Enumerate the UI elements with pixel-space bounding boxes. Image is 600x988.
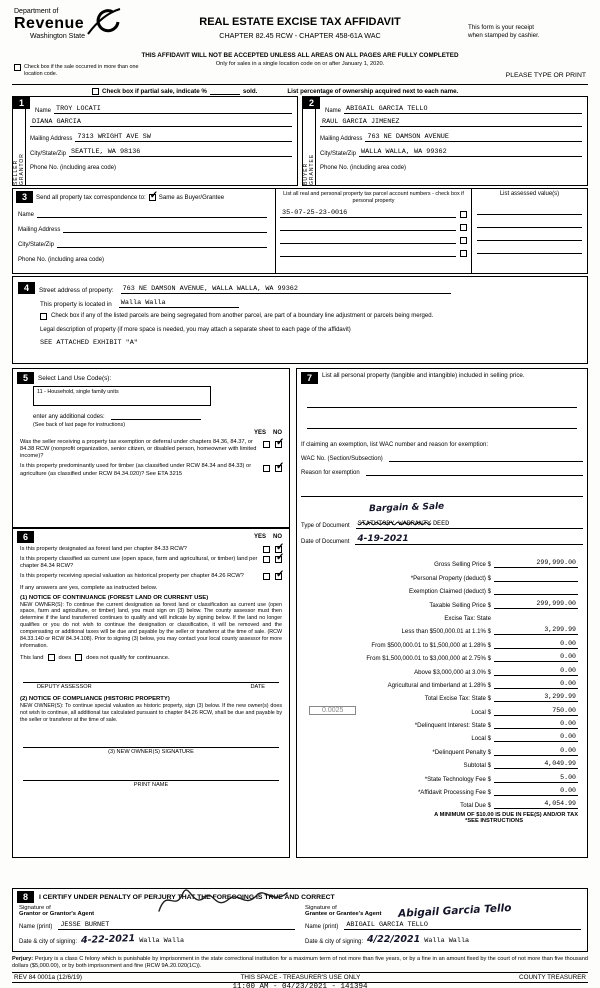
print-name-line[interactable] [23, 771, 279, 781]
multi-location-row [14, 64, 154, 78]
washington-state-label: Washington State [30, 33, 85, 40]
s5-yes-label: YES [253, 430, 266, 436]
seller-section [12, 96, 298, 186]
grantor-name-print-label: Name (print) [19, 924, 53, 930]
notice2-body: NEW OWNER(S): To continue special valuation as historic property, sign (3) below. If the new owner(s) does not wish to continue, all additional tax calculated pursuant to chapter 84.26 RCW, shall be due and payable by the seller or transferor at the time of sale. [20, 703, 282, 723]
street-address-label: Street address of property: [39, 287, 114, 294]
cashier-stamp: 11:00 AM - 04/23/2021 - 141394 [232, 983, 368, 988]
grantee-date-city-label: Date & city of signing: [305, 939, 364, 945]
tax-label-local: Local $ [471, 708, 491, 716]
tax-value-taxable[interactable]: 299,999.00 [494, 600, 578, 609]
type-document-struck-value: STATUTORY WARRANTY [357, 520, 432, 528]
s6-q2-no-checkbox[interactable] [275, 556, 282, 563]
does-not-label: does not qualify for continuance. [86, 654, 170, 661]
s5-question2-row [20, 463, 282, 477]
segregated-label: Check box if any of the listed parcels are being segregated from another parcel, are part of a boundary line adjustment or parcels being merged. [51, 313, 434, 319]
assessed1-field[interactable] [477, 206, 582, 215]
tax-label-total-state: Total Excise Tax: State $ [424, 695, 491, 703]
buyer-csz-value: WALLA WALLA, WA 99362 [361, 148, 447, 156]
corr-name-label: Name [18, 212, 35, 218]
tax-value-exemption[interactable] [494, 586, 578, 595]
notice1-title: (1) NOTICE OF CONTINUANCE (FOREST LAND OR CURRENT USE) [20, 594, 209, 601]
parcel4-personal-checkbox[interactable] [460, 250, 467, 257]
tax-row-tier4 [301, 662, 583, 675]
tax-row-exemption [301, 582, 583, 595]
s5-question1-text: Was the seller receiving a property tax exemption or deferral under chapters 84.36, 84.37, or 84.38 RCW (nonprofit organization, senior citizen, or disabled person, homeowner with limited income)? [20, 439, 257, 460]
tax-row-gross [301, 555, 583, 568]
tax-row-delinq-penalty [301, 742, 583, 755]
tax-label-excise-header: Excise Tax: State [444, 614, 491, 622]
grantee-agent-label: Grantee or Grantee's Agent [305, 911, 382, 917]
tax-value-agricultural[interactable]: 0.00 [494, 680, 578, 689]
receipt-note-line2: when stamped by cashier. [468, 32, 540, 40]
dept-of-label: Department of [14, 8, 59, 15]
personal-property-line2[interactable] [307, 419, 577, 429]
seller-csz-value: SEATTLE, WA 98136 [71, 148, 141, 156]
section-5-number: 5 [17, 372, 34, 384]
s5-yes-no-header [17, 430, 282, 436]
tax-value-gross[interactable]: 299,999.00 [494, 559, 578, 568]
seller-name2-value: DIANA GARCIA [32, 118, 81, 126]
reason-exemption-field[interactable] [366, 467, 583, 476]
located-in-value: Walla Walla [120, 299, 166, 307]
legal-description-field[interactable] [40, 339, 582, 347]
deputy-assessor-label: DEPUTY ASSESSOR [37, 684, 92, 691]
additional-codes-label: enter any additional codes: [33, 414, 105, 420]
tax-value-subtotal[interactable]: 4,049.99 [494, 760, 578, 769]
grantor-name-print-value: JESSE BURNET [60, 921, 110, 929]
excise-tax-table [301, 555, 583, 809]
notice1-body: NEW OWNER(S): To continue the current designation as forest land or classification as current use (open space, farm and agriculture, or timber) land, you must sign on (3) below. The county assessor must then determine if the land transferred continues to qualify and will indicate by signing below. If the land no longer qualifies or you do not wish to continue the designation or classification, it will be removed and the compensating or additional taxes will be due and payable by the seller or transferor at the time of sale. (RCW 84.33.140 or RCW 84.34.108). Prior to signing (3) below, you may contact your local county assessor for more information. [20, 601, 282, 650]
parcel1-personal-checkbox[interactable] [460, 211, 467, 218]
seller-side-word: SELLER [13, 159, 19, 185]
tax-value-local[interactable]: 750.00 [494, 707, 578, 716]
tax-row-delinq-interest-local [301, 729, 583, 742]
section-6-number: 6 [17, 531, 34, 543]
segregated-checkbox[interactable] [40, 313, 47, 320]
perjury-text: Perjury is a class C felony which is punishable by imprisonment in the state correctional institution for a maximum term of not more than five years, or by a fine in an amount fixed by the court of not more than five thousand dollars ($5,000.00), or by both imprisonment and fine (RCW 9A.20.020(1C)). [12, 956, 588, 970]
tax-label-tier1: Less than $500,000.01 at 1.1% $ [401, 628, 491, 636]
corr-mailing-label: Mailing Address [18, 227, 61, 233]
seller-grantor-side-label [13, 109, 26, 185]
buyer-phone-label: Phone No. (including area code) [320, 165, 407, 171]
corr-mailing-field[interactable] [63, 224, 267, 233]
street-address-value: 763 NE DAMSON AVENUE, WALLA WALLA, WA 99362 [122, 285, 298, 293]
seller-name2-field[interactable] [30, 118, 292, 127]
buyer-grantee-side-label [303, 109, 316, 185]
grantee-side-word: GRANTEE [309, 153, 315, 185]
tax-row-processing-fee [301, 783, 583, 796]
single-location-note: Only for sales in a single location code on or after January 1, 2020. [215, 61, 385, 67]
tax-row-subtotal [301, 756, 583, 769]
new-owner-signature-label-row [37, 749, 265, 755]
tax-row-excise-header [301, 609, 583, 622]
tax-row-taxable [301, 595, 583, 608]
multi-location-checkbox[interactable] [14, 64, 21, 71]
tax-label-personal: *Personal Property (deduct) $ [410, 574, 491, 582]
assessed4-field[interactable] [477, 245, 582, 254]
land-use-code-listbox[interactable] [33, 386, 211, 406]
grantee-signature-of-label: Signature of [305, 905, 337, 911]
page-title: REAL ESTATE EXCISE TAX AFFIDAVIT [199, 16, 401, 28]
grantor-side-word: GRANTOR [19, 153, 25, 185]
tax-label-tier2: From $500,000.01 to $1,500,000 at 1.28% $ [371, 641, 491, 649]
date-of-document-field[interactable] [355, 534, 583, 545]
section-8-number: 8 [17, 891, 34, 903]
parcel2-field[interactable] [280, 222, 456, 231]
corr-phone-field[interactable] [107, 254, 267, 263]
buyer-name-label: Name [325, 108, 342, 114]
s5-question2-text: Is this property predominantly used for timber (as classified under RCW 84.34 and 84.33) or agriculture (as classified under RCW 84.34.020)? See ETA 3215 [20, 463, 252, 477]
tax-value-processing-fee[interactable]: 0.00 [494, 787, 578, 796]
deputy-assessor-signature-line[interactable] [23, 673, 279, 683]
tax-label-delinq-interest-state: *Delinquent Interest: State $ [414, 722, 491, 730]
personal-property-title: List all personal property (tangible and intangible) included in selling price. [322, 372, 525, 379]
tax-value-delinq-interest-local[interactable]: 0.00 [494, 733, 578, 742]
tax-label-tier3: From $1,500,000.01 to $3,000,000 at 2.75% $ [366, 655, 491, 663]
perjury-paragraph [12, 956, 588, 971]
revenue-wordmark: Revenue [14, 15, 85, 32]
continuance-qualify-row [20, 654, 282, 661]
parcel3-field[interactable] [280, 235, 456, 244]
tax-value-tech-fee[interactable]: 5.00 [494, 774, 578, 783]
receipt-note-line1: This form is your receipt [468, 24, 535, 31]
section-1-number: 1 [13, 97, 30, 109]
buyer-name2-value: RAUL GARCIA JIMENEZ [322, 118, 400, 126]
answers-yes-note: If any answers are yes, complete as instructed below. [20, 584, 158, 591]
legal-description-label: Legal description of property (if more space is needed, you may attach a separate sheet to each page of the affidavit) [40, 327, 351, 333]
partial-sale-checkbox[interactable] [92, 88, 99, 95]
tax-row-agricultural [301, 676, 583, 689]
tax-value-tier3[interactable]: 0.00 [494, 653, 578, 662]
tax-label-processing-fee: *Affidavit Processing Fee $ [417, 789, 491, 797]
s5-q2-no-checkbox[interactable] [275, 465, 282, 472]
assessed2-field[interactable] [477, 219, 582, 228]
treasurer-space-label: THIS SPACE - TREASURER'S USE ONLY [240, 974, 361, 981]
tax-value-personal[interactable] [494, 573, 578, 582]
buyer-name-field[interactable] [344, 105, 582, 114]
form-rev-number: REV 84 0001a (12/6/19) [14, 974, 82, 981]
minimum-due-note: A MINIMUM OF $10.00 IS DUE IN FEE(S) AND/OR TAX [434, 812, 578, 819]
corr-phone-label: Phone No. (including area code) [18, 257, 105, 263]
new-owner-signature-line[interactable] [23, 738, 279, 748]
land-use-title: Select Land Use Code(s): [38, 374, 112, 382]
buyer-mailing-value: 763 NE DAMSON AVENUE [367, 133, 449, 141]
receipt-note [468, 24, 586, 40]
tax-label-gross: Gross Selling Price $ [434, 561, 491, 569]
grantee-city-value: Walla Walla [424, 937, 470, 945]
section-3-number: 3 [16, 191, 33, 203]
buyer-side-word: BUYER [303, 162, 309, 185]
tax-value-delinq-interest-state[interactable]: 0.00 [494, 720, 578, 729]
located-in-field[interactable] [119, 299, 239, 308]
exemption-intro: If claiming an exemption, list WAC number and reason for exemption: [301, 441, 489, 448]
personal-property-line1[interactable] [307, 398, 577, 408]
not-accepted-warning: THIS AFFIDAVIT WILL NOT BE ACCEPTED UNLESS ALL AREAS ON ALL PAGES ARE FULLY COMPLETED [141, 52, 459, 59]
partial-sale-label: Check box if partial sale, indicate % [102, 88, 207, 95]
partial-percent-field[interactable] [210, 94, 240, 95]
s6-question1-text: Is this property designated as forest land per chapter 84.33 RCW? [20, 546, 187, 552]
tax-label-total-due: Total Due $ [460, 802, 491, 810]
tax-row-total-due [301, 796, 583, 809]
s6-q3-no-checkbox[interactable] [275, 573, 282, 580]
land-use-section [12, 368, 290, 528]
assessed3-field[interactable] [477, 232, 582, 241]
buyer-name1-value: ABIGAIL GARCIA TELLO [346, 105, 428, 113]
grantee-signature-handwriting[interactable]: Abigail Garcia Tello [397, 902, 512, 920]
buyer-section [302, 96, 588, 186]
tax-value-excise-header [494, 613, 578, 622]
see-back-note: (See back of last page for instructions) [33, 422, 125, 428]
parcel1-value: 35-07-25-23-0016 [282, 208, 348, 217]
form-title-block [150, 16, 450, 40]
section-4-number: 4 [18, 282, 35, 294]
tax-row-tier3 [301, 649, 583, 662]
send-correspondence-label: Send all property tax correspondence to: [36, 193, 146, 201]
tax-value-delinq-penalty[interactable]: 0.00 [494, 747, 578, 756]
certification-section [12, 888, 588, 952]
tax-label-agricultural: Agricultural and timberland at 1.28% $ [387, 681, 491, 689]
tax-row-personal [301, 568, 583, 581]
s5-question1-row [20, 439, 282, 460]
tax-value-total-state[interactable]: 3,299.99 [494, 693, 578, 702]
s5-no-label: NO [273, 430, 282, 436]
corr-csz-label: City/State/Zip [18, 242, 55, 248]
grantor-city-value: Walla Walla [139, 937, 185, 945]
seller-mailing-field[interactable] [75, 133, 292, 142]
parcel4-field[interactable] [280, 248, 456, 257]
multi-location-label: Check box if the sale occurred in more than one location code. [24, 64, 139, 77]
parcel-numbers-header: List all real and personal property tax parcel account numbers - check box if personal property [283, 191, 464, 204]
date-of-document-label: Date of Document [301, 539, 350, 545]
seller-mailing-label: Mailing Address [30, 136, 73, 142]
reason-exemption-line2[interactable] [301, 487, 583, 497]
buyer-csz-field[interactable] [359, 148, 582, 157]
property-address-section [12, 276, 588, 364]
same-as-buyer-label: Same as Buyer/Grantee [158, 193, 225, 201]
s5-q1-no-checkbox[interactable] [275, 441, 282, 448]
land-use-code-value: 11 - Household, single family units [37, 389, 119, 395]
same-as-buyer-checkbox[interactable] [149, 194, 156, 201]
parcel2-personal-checkbox[interactable] [460, 224, 467, 231]
s5-q1-yes-checkbox[interactable] [263, 441, 270, 448]
new-owner-signature-label: (3) NEW OWNER(S) SIGNATURE [108, 748, 194, 755]
type-of-document-field[interactable] [356, 520, 583, 529]
parcel1-field[interactable] [280, 209, 456, 218]
tax-value-total-due[interactable]: 4,054.99 [494, 800, 578, 809]
corr-csz-field[interactable] [57, 239, 267, 248]
notice2-title: (2) NOTICE OF COMPLIANCE (HISTORIC PROPERTY) [20, 696, 170, 703]
section-2-number: 2 [303, 97, 320, 109]
seller-csz-label: City/State/Zip [30, 151, 67, 157]
partial-sold-label: sold. [242, 88, 258, 95]
grantor-signature-block[interactable] [19, 905, 295, 917]
assessed-values-header: List assessed value(s) [499, 191, 560, 197]
type-of-document-label: Type of Document [301, 523, 350, 529]
s6-question3-text: Is this property receiving special valuation as historical property per chapter 84.26 RCW? [20, 573, 244, 580]
grantor-date-city-label: Date & city of signing: [19, 939, 78, 945]
tax-label-tier4: Above $3,000,000 at 3.0% $ [414, 668, 491, 676]
tax-label-exemption: Exemption Claimed (deduct) $ [409, 588, 491, 596]
does-label: does [58, 654, 72, 661]
grantor-name-print-field[interactable] [58, 921, 295, 930]
grantee-name-print-field[interactable] [344, 921, 581, 930]
grantor-signature-of-label: Signature of [19, 905, 51, 911]
grantor-agent-label: Grantor or Grantor's Agent [19, 911, 95, 917]
located-in-label: This property is located in [40, 301, 112, 308]
buyer-mailing-field[interactable] [365, 133, 582, 142]
deputy-date-label: DATE [250, 684, 265, 691]
additional-codes-field[interactable] [111, 411, 201, 420]
grantor-date-value[interactable]: 4-22-2021 [80, 933, 136, 946]
tax-value-tier4[interactable]: 0.00 [494, 667, 578, 676]
wac-field[interactable] [389, 453, 583, 462]
s6-yes-no-header [254, 534, 282, 540]
this-land-label: This land [20, 654, 44, 661]
buyer-name2-field[interactable] [320, 118, 582, 127]
seller-phone-field[interactable] [119, 162, 292, 171]
personal-property-tax-section [296, 368, 588, 858]
s6-question1-row [20, 546, 282, 553]
tax-label-subtotal: Subtotal $ [463, 762, 491, 770]
s6-yes-label: YES [253, 534, 266, 540]
certify-statement: I CERTIFY UNDER PENALTY OF PERJURY THAT THE FOREGOING IS TRUE AND CORRECT [39, 893, 335, 901]
seller-mailing-value: 7313 WRIGHT AVE SW [77, 133, 151, 141]
seller-name-label: Name [35, 108, 52, 114]
parcel3-personal-checkbox[interactable] [460, 237, 467, 244]
tax-label-delinq-interest-local: Local $ [471, 735, 491, 743]
tax-label-delinq-penalty: *Delinquent Penalty $ [432, 748, 491, 756]
legal-description-value: SEE ATTACHED EXHIBIT "A" [40, 339, 138, 347]
s6-question3-row [20, 573, 282, 580]
tax-row-local [301, 702, 583, 715]
buyer-csz-label: City/State/Zip [320, 151, 357, 157]
buyer-mailing-label: Mailing Address [320, 136, 363, 142]
street-address-field[interactable] [121, 285, 451, 294]
s6-q1-yes-checkbox[interactable] [263, 546, 270, 553]
chapter-subtitle: CHAPTER 82.45 RCW - CHAPTER 458-61A WAC [219, 31, 381, 40]
ownership-note: List percentage of ownership acquired next to each name. [287, 88, 459, 95]
land-does-not-checkbox[interactable] [75, 654, 82, 661]
please-type-label: PLEASE TYPE OR PRINT [505, 72, 586, 79]
buyer-phone-field[interactable] [409, 162, 582, 171]
section-7-number: 7 [301, 372, 318, 384]
grantee-name-print-value: ABIGAIL GARCIA TELLO [346, 921, 428, 929]
reason-exemption-label: Reason for exemption [301, 470, 360, 476]
see-instructions-note: *SEE INSTRUCTIONS [465, 818, 523, 825]
print-name-label: PRINT NAME [133, 781, 169, 788]
partial-sale-row [12, 84, 588, 95]
tax-value-tier1[interactable]: 3,299.99 [494, 626, 578, 635]
wac-label: WAC No. (Section/Subsection) [301, 456, 383, 462]
corr-name-field[interactable] [37, 209, 267, 218]
s5-q2-yes-checkbox[interactable] [263, 465, 270, 472]
tax-correspondence-section [12, 188, 588, 274]
s6-q3-yes-checkbox[interactable] [263, 573, 270, 580]
tax-value-tier2[interactable]: 0.00 [494, 640, 578, 649]
local-rate-box: 0.0025 [309, 706, 356, 715]
tax-row-tier2 [301, 635, 583, 648]
s6-no-label: NO [273, 534, 282, 540]
tax-row-delinq-interest-state [301, 716, 583, 729]
tax-label-taxable: Taxable Selling Price $ [429, 601, 491, 609]
s6-question2-row [20, 556, 282, 570]
deputy-assessor-row [37, 684, 265, 690]
revenue-swoosh-icon [87, 8, 121, 35]
county-treasurer-label: COUNTY TREASURER [519, 974, 586, 981]
print-name-label-row [37, 782, 265, 788]
tax-label-tech-fee: *State Technology Fee $ [424, 775, 491, 783]
date-of-document-value: 4-19-2021 [357, 534, 409, 544]
seller-name1-value: TROY LOCATI [56, 105, 101, 113]
footer-bar [12, 972, 588, 983]
grantee-date-value[interactable]: 4/22/2021 [367, 934, 421, 945]
s6-q2-yes-checkbox[interactable] [263, 556, 270, 563]
dor-logo [14, 8, 121, 40]
type-document-kept-value: DEED [432, 520, 450, 528]
land-does-checkbox[interactable] [48, 654, 55, 661]
seller-csz-field[interactable] [69, 148, 292, 157]
forest-land-section [12, 528, 290, 858]
perjury-label: Perjury: [12, 956, 34, 962]
seller-phone-label: Phone No. (including area code) [30, 165, 117, 171]
tax-row-tech-fee [301, 769, 583, 782]
seller-name-field[interactable] [54, 105, 292, 114]
type-of-document-handwritten: Bargain & Sale [368, 501, 445, 515]
s6-question2-text: Is this property classified as current use (open space, farm and agricultural, or timber) land per chapter 84.34 RCW? [20, 556, 258, 570]
tax-row-tier1 [301, 622, 583, 635]
grantee-name-print-label: Name (print) [305, 924, 339, 930]
tax-row-total-state [301, 689, 583, 702]
